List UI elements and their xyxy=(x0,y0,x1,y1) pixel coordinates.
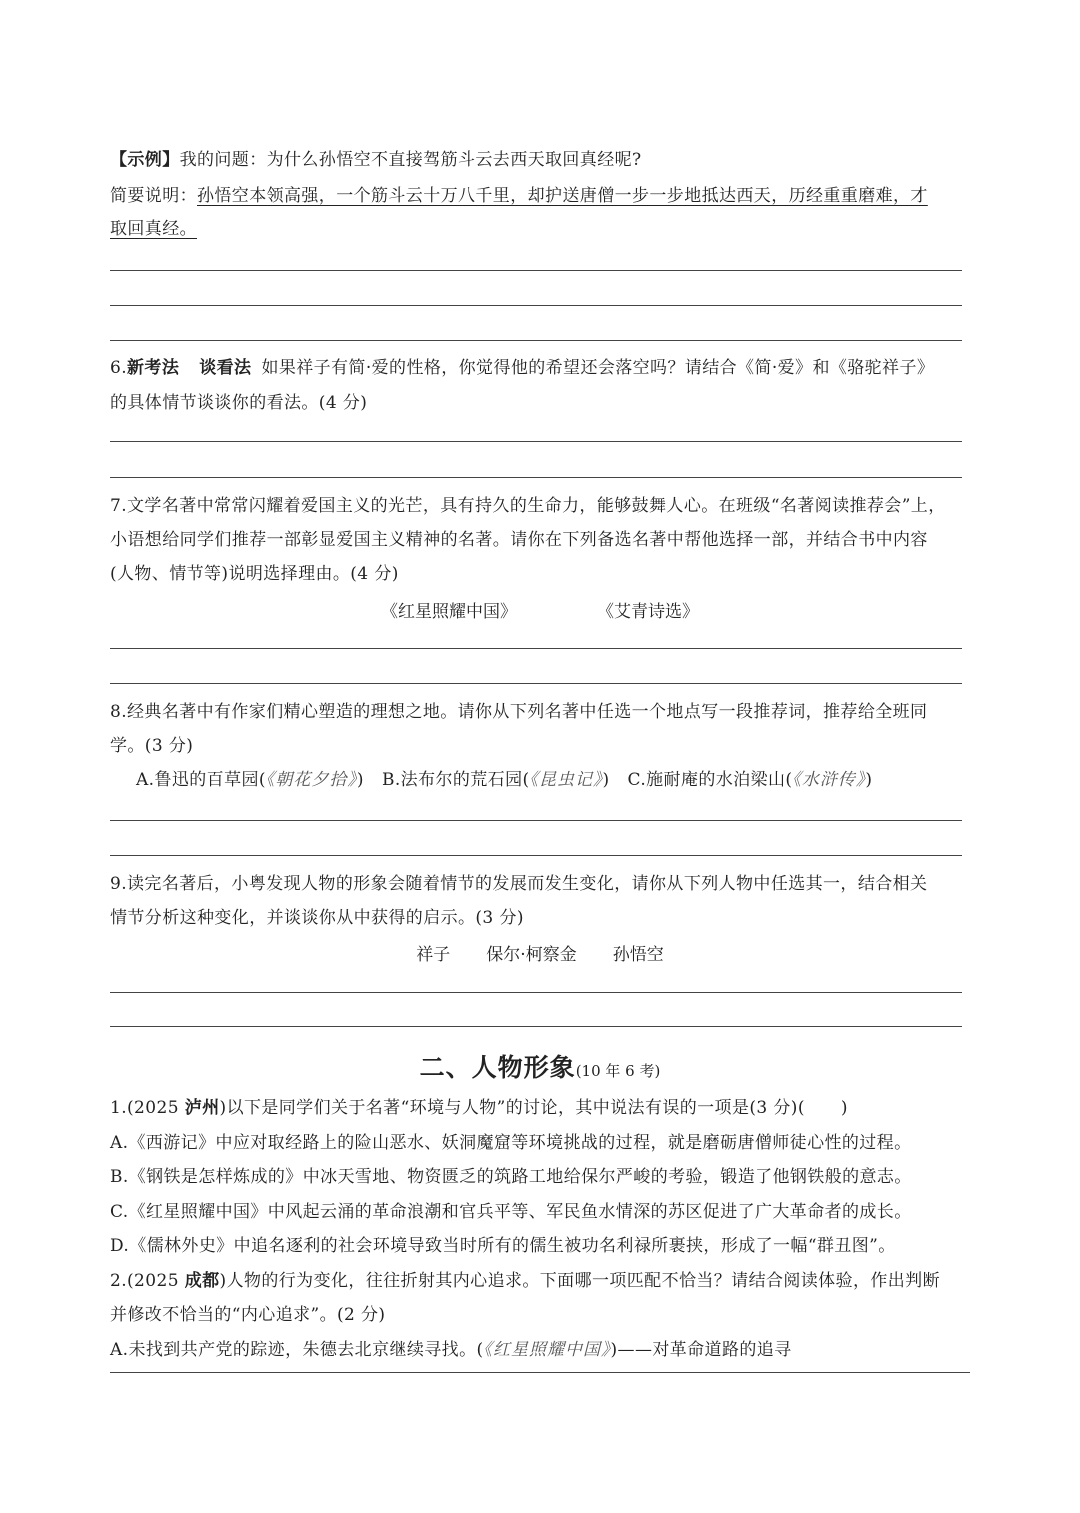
s2q1-stem xyxy=(110,1096,848,1120)
q8-option-b-close: ) xyxy=(602,770,610,790)
s2q2-option-a xyxy=(110,1338,792,1362)
answer-line[interactable] xyxy=(110,1026,962,1027)
s2q2-option-a-text: A.未找到共产党的踪迹，朱德去北京继续寻找。( xyxy=(110,1340,484,1360)
s2q2-place: 成都 xyxy=(184,1271,220,1291)
s2q2-option-a-tail: )——对革命道路的追寻 xyxy=(610,1340,792,1360)
s2q1-option-c: C.《红星照耀中国》中风起云涌的革命浪潮和官兵平等、军民鱼水情深的苏区促进了广大革命者的成长。 xyxy=(110,1202,912,1222)
answer-line[interactable] xyxy=(110,992,962,993)
q8-option-b xyxy=(382,770,610,790)
s2q1-stem-text: )以下是同学们关于名著“环境与人物”的讨论，其中说法有误的一项是(3 分)( xyxy=(219,1098,805,1118)
q8-option-a-book: 《朝花夕拾》 xyxy=(265,770,357,789)
q8-options xyxy=(136,768,872,792)
example-tag: 【示例】 xyxy=(110,150,180,170)
answer-line[interactable] xyxy=(110,855,962,856)
q8-option-c-book: 《水浒传》 xyxy=(792,770,866,789)
answer-line[interactable] xyxy=(110,305,962,306)
answer-line[interactable] xyxy=(110,477,962,478)
q9-option-pavel: 保尔·柯察金 xyxy=(486,945,577,965)
example-explain-text2: 取回真经。 xyxy=(110,219,197,239)
answer-line[interactable] xyxy=(110,683,962,684)
answer-line[interactable] xyxy=(110,270,962,271)
q8-option-c-close: ) xyxy=(865,770,873,790)
answer-line[interactable] xyxy=(110,1372,970,1373)
answer-line[interactable] xyxy=(110,648,962,649)
q6-line2: 的具体情节谈谈你的看法。(4 分) xyxy=(110,393,368,413)
section-title: 二、人物形象 xyxy=(419,1053,576,1082)
s2q1-option-d: D.《儒林外史》中追名逐利的社会环境导致当时所有的儒生被功名利禄所裹挟，形成了一幅“群丑图”。 xyxy=(110,1236,896,1256)
q8-option-c-text: C.施耐庵的水泊梁山( xyxy=(627,770,793,790)
example-question-text: 我的问题：为什么孙悟空不直接驾筋斗云去西天取回真经呢? xyxy=(179,150,642,170)
q8-option-a xyxy=(136,770,364,790)
q7-option-aiqing-poems: 《艾青诗选》 xyxy=(597,602,699,622)
answer-line[interactable] xyxy=(110,441,962,442)
s2q1-option-b: B.《钢铁是怎样炼成的》中冰天雪地、物资匮乏的筑路工地给保尔严峻的考验，锻造了他钢铁般的意志。 xyxy=(110,1167,912,1187)
q6-text1: 如果祥子有简·爱的性格，你觉得他的希望还会落空吗？请结合《简·爱》和《骆驼祥子》 xyxy=(261,358,935,378)
q8-line1: 8.经典名著中有作家们精心塑造的理想之地。请你从下列名著中任选一个地点写一段推荐词，推荐给全班同 xyxy=(110,702,928,722)
q8-option-c xyxy=(628,770,873,790)
q8-option-a-close: ) xyxy=(356,770,364,790)
s2q2-line1-text: )人物的行为变化，往往折射其内心追求。下面哪一项匹配不恰当？请结合阅读体验，作出判断 xyxy=(219,1271,940,1291)
section-heading xyxy=(0,1048,1080,1084)
q6-number: 6. xyxy=(110,358,128,378)
s2q1-option-a: A.《西游记》中应对取经路上的险山恶水、妖洞魔窟等环境挑战的过程，就是磨砺唐僧师徒心性的过程。 xyxy=(110,1133,912,1153)
q7-line1: 7.文学名著中常常闪耀着爱国主义的光芒，具有持久的生命力，能够鼓舞人心。在班级“名著阅读推荐会”上， xyxy=(110,496,946,516)
example-explain-line1 xyxy=(110,184,928,208)
q8-option-b-book: 《昆虫记》 xyxy=(529,770,603,789)
example-explain-text1: 孙悟空本领高强，一个筋斗云十万八千里，却护送唐僧一步一步地抵达西天，历经重重磨难，才 xyxy=(197,186,928,206)
s2q2-line2: 并修改不恰当的“内心追求”。(2 分) xyxy=(110,1305,386,1325)
q6-line1 xyxy=(110,356,934,380)
q9-option-xiangzi: 祥子 xyxy=(416,945,451,965)
answer-line[interactable] xyxy=(110,820,962,821)
example-explain-line2 xyxy=(110,217,197,241)
section-subtitle: (10 年 6 考) xyxy=(575,1062,661,1080)
q9-option-sunwukong: 孙悟空 xyxy=(612,945,664,965)
q6-tag-opinion: 谈看法 xyxy=(199,358,252,378)
s2q2-prefix: 2.(2025 xyxy=(110,1271,185,1291)
q7-option-red-star: 《红星照耀中国》 xyxy=(381,602,517,622)
q9-options xyxy=(0,940,1080,965)
q7-line2: 小语想给同学们推荐一部彰显爱国主义精神的名著。请你在下列备选名著中帮他选择一部，并结合书中内容 xyxy=(110,530,928,550)
s2q2-line1 xyxy=(110,1269,940,1293)
q8-line2: 学。(3 分) xyxy=(110,736,194,756)
q8-option-b-text: B.法布尔的荒石园( xyxy=(381,770,530,790)
q7-line3: (人物、情节等)说明选择理由。(4 分) xyxy=(110,564,399,584)
q6-tag-new-method: 新考法 xyxy=(127,358,180,378)
answer-line[interactable] xyxy=(110,340,962,341)
q8-option-a-text: A.鲁迅的百草园( xyxy=(136,770,266,790)
s2q1-prefix: 1.(2025 xyxy=(110,1098,185,1118)
q7-options xyxy=(0,597,1080,622)
s2q1-blank-close: ) xyxy=(840,1098,848,1118)
s2q1-place: 泸州 xyxy=(184,1098,220,1118)
s2q2-option-a-book: 《红星照耀中国》 xyxy=(483,1340,611,1359)
example-explain-label: 简要说明： xyxy=(110,186,197,206)
q9-line1: 9.读完名著后，小粤发现人物的形象会随着情节的发展而发生变化，请你从下列人物中任选其一，结合相关 xyxy=(110,874,928,894)
example-question xyxy=(110,148,642,172)
q9-line2: 情节分析这种变化，并谈谈你从中获得的启示。(3 分) xyxy=(110,908,524,928)
